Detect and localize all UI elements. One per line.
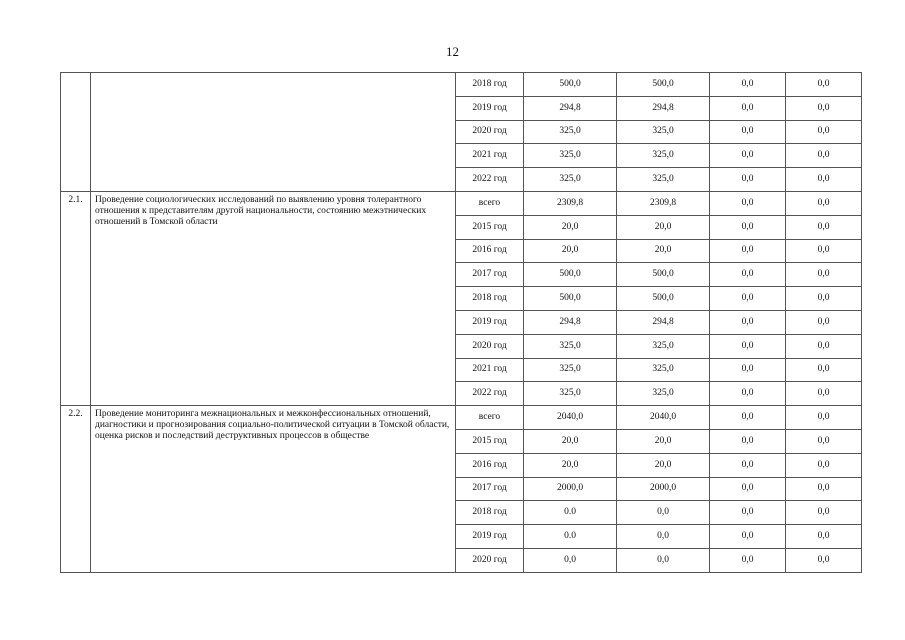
year-cell: 2021 год [456, 358, 524, 382]
year-cell: 2018 год [456, 287, 524, 311]
year-cell: 2019 год [456, 310, 524, 334]
value-other-cell: 0,0 [786, 96, 862, 120]
value-federal-cell: 0,0 [710, 358, 786, 382]
value-regional-cell: 20,0 [617, 215, 710, 239]
value-other-cell: 0,0 [786, 215, 862, 239]
value-other-cell: 0,0 [786, 191, 862, 215]
value-regional-cell: 2000,0 [617, 477, 710, 501]
value-federal-cell: 0,0 [710, 406, 786, 430]
value-total-cell: 20,0 [524, 429, 617, 453]
year-cell: 2022 год [456, 168, 524, 192]
section-description [91, 73, 456, 192]
section-number [61, 73, 91, 192]
value-total-cell: 2000,0 [524, 477, 617, 501]
value-total-cell: 20,0 [524, 453, 617, 477]
table-body [61, 73, 862, 573]
value-other-cell: 0,0 [786, 525, 862, 549]
value-federal-cell: 0,0 [710, 453, 786, 477]
budget-table [60, 72, 862, 573]
value-other-cell: 0,0 [786, 406, 862, 430]
value-total-cell: 20,0 [524, 215, 617, 239]
table-row [61, 191, 862, 215]
value-other-cell: 0,0 [786, 453, 862, 477]
value-total-cell: 294,8 [524, 96, 617, 120]
value-other-cell: 0,0 [786, 73, 862, 97]
section-description: Проведение социологических исследований по выявлению уровня толерантного отношения к представителям другой национальности, состоянию межэтнических отношений в Томской области [91, 191, 456, 405]
section-number: 2.2. [61, 406, 91, 573]
value-regional-cell: 325,0 [617, 120, 710, 144]
value-total-cell: 325,0 [524, 168, 617, 192]
value-federal-cell: 0,0 [710, 310, 786, 334]
value-other-cell: 0,0 [786, 168, 862, 192]
value-other-cell: 0,0 [786, 548, 862, 572]
value-federal-cell: 0,0 [710, 287, 786, 311]
value-total-cell: 325,0 [524, 334, 617, 358]
value-total-cell: 0.0 [524, 501, 617, 525]
value-regional-cell: 325,0 [617, 144, 710, 168]
page-number: 12 [446, 44, 459, 59]
value-other-cell: 0,0 [786, 263, 862, 287]
value-other-cell: 0,0 [786, 501, 862, 525]
value-regional-cell: 294,8 [617, 96, 710, 120]
value-federal-cell: 0,0 [710, 429, 786, 453]
value-federal-cell: 0,0 [710, 191, 786, 215]
value-regional-cell: 0,0 [617, 525, 710, 549]
year-cell: 2015 год [456, 429, 524, 453]
value-total-cell: 500,0 [524, 287, 617, 311]
value-other-cell: 0,0 [786, 477, 862, 501]
value-other-cell: 0,0 [786, 334, 862, 358]
value-regional-cell: 500,0 [617, 287, 710, 311]
value-other-cell: 0,0 [786, 382, 862, 406]
year-cell: 2021 год [456, 144, 524, 168]
value-federal-cell: 0,0 [710, 239, 786, 263]
value-regional-cell: 20,0 [617, 453, 710, 477]
value-federal-cell: 0,0 [710, 215, 786, 239]
value-regional-cell: 500,0 [617, 263, 710, 287]
value-federal-cell: 0,0 [710, 501, 786, 525]
value-other-cell: 0,0 [786, 310, 862, 334]
value-federal-cell: 0,0 [710, 144, 786, 168]
year-cell: 2022 год [456, 382, 524, 406]
value-regional-cell: 325,0 [617, 358, 710, 382]
year-cell: 2017 год [456, 477, 524, 501]
value-federal-cell: 0,0 [710, 477, 786, 501]
value-total-cell: 500,0 [524, 263, 617, 287]
year-cell: 2019 год [456, 96, 524, 120]
value-regional-cell: 2309,8 [617, 191, 710, 215]
year-cell: 2019 год [456, 525, 524, 549]
value-regional-cell: 20,0 [617, 239, 710, 263]
year-cell: 2020 год [456, 120, 524, 144]
value-regional-cell: 0,0 [617, 548, 710, 572]
year-cell: 2018 год [456, 501, 524, 525]
value-federal-cell: 0,0 [710, 525, 786, 549]
value-other-cell: 0,0 [786, 144, 862, 168]
table-row [61, 73, 862, 97]
table-row [61, 406, 862, 430]
value-other-cell: 0,0 [786, 287, 862, 311]
value-federal-cell: 0,0 [710, 168, 786, 192]
value-total-cell: 2040,0 [524, 406, 617, 430]
section-description: Проведение мониторинга межнациональных и межконфессиональных отношений, диагностики и прогнозирования социально-политической ситуации в Томской области, оценка рисков и последствий деструктивных процессов в обществе [91, 406, 456, 573]
value-total-cell: 0,0 [524, 548, 617, 572]
year-cell: 2016 год [456, 239, 524, 263]
year-cell: 2018 год [456, 73, 524, 97]
value-federal-cell: 0,0 [710, 263, 786, 287]
value-federal-cell: 0,0 [710, 96, 786, 120]
value-regional-cell: 294,8 [617, 310, 710, 334]
value-regional-cell: 500,0 [617, 73, 710, 97]
value-regional-cell: 325,0 [617, 334, 710, 358]
value-regional-cell: 2040,0 [617, 406, 710, 430]
value-federal-cell: 0,0 [710, 120, 786, 144]
value-total-cell: 325,0 [524, 358, 617, 382]
value-federal-cell: 0,0 [710, 548, 786, 572]
year-cell: 2020 год [456, 548, 524, 572]
value-total-cell: 20,0 [524, 239, 617, 263]
value-federal-cell: 0,0 [710, 382, 786, 406]
value-other-cell: 0,0 [786, 429, 862, 453]
value-regional-cell: 325,0 [617, 168, 710, 192]
section-number: 2.1. [61, 191, 91, 405]
year-cell: всего [456, 406, 524, 430]
value-total-cell: 2309,8 [524, 191, 617, 215]
value-federal-cell: 0,0 [710, 334, 786, 358]
value-federal-cell: 0,0 [710, 73, 786, 97]
value-total-cell: 325,0 [524, 120, 617, 144]
value-total-cell: 0.0 [524, 525, 617, 549]
value-other-cell: 0,0 [786, 358, 862, 382]
value-other-cell: 0,0 [786, 239, 862, 263]
value-total-cell: 500,0 [524, 73, 617, 97]
year-cell: всего [456, 191, 524, 215]
year-cell: 2017 год [456, 263, 524, 287]
value-total-cell: 325,0 [524, 144, 617, 168]
value-other-cell: 0,0 [786, 120, 862, 144]
value-total-cell: 294,8 [524, 310, 617, 334]
value-regional-cell: 20,0 [617, 429, 710, 453]
year-cell: 2020 год [456, 334, 524, 358]
year-cell: 2015 год [456, 215, 524, 239]
value-regional-cell: 0,0 [617, 501, 710, 525]
year-cell: 2016 год [456, 453, 524, 477]
value-total-cell: 325,0 [524, 382, 617, 406]
value-regional-cell: 325,0 [617, 382, 710, 406]
